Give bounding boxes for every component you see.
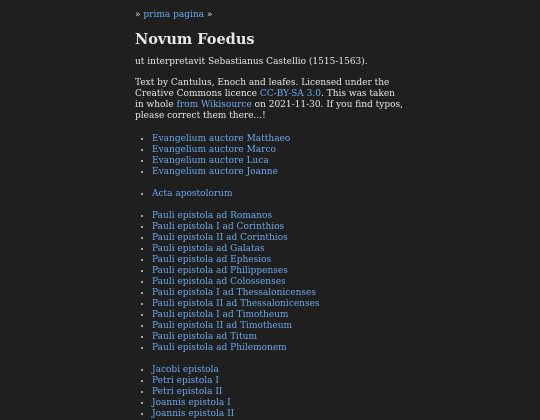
book-link-joannis-i[interactable]: Joannis epistola I	[152, 398, 231, 408]
book-item	[152, 156, 405, 167]
book-item	[152, 398, 405, 409]
book-link-i-corinthios[interactable]: Pauli epistola I ad Corinthios	[152, 222, 285, 232]
book-link-ii-timotheum[interactable]: Pauli epistola II ad Timotheum	[152, 321, 293, 331]
book-link-petri-i[interactable]: Petri epistola I	[152, 376, 219, 386]
page-content	[135, 0, 405, 420]
book-item	[152, 244, 405, 255]
book-item	[152, 387, 405, 398]
book-item	[152, 409, 405, 420]
home-link[interactable]: prima pagina	[143, 10, 205, 20]
catholic-epistles-list	[135, 365, 405, 420]
book-item	[152, 167, 405, 178]
license-text-2: . This was taken in whole	[135, 89, 395, 110]
book-item	[152, 365, 405, 376]
book-link-galatas[interactable]: Pauli epistola ad Galatas	[152, 244, 265, 254]
book-item	[152, 321, 405, 332]
book-item	[152, 222, 405, 233]
book-link-acta[interactable]: Acta apostolorum	[152, 189, 233, 199]
book-item	[152, 376, 405, 387]
book-link-ii-corinthios[interactable]: Pauli epistola II ad Corinthios	[152, 233, 288, 243]
nav-prefix: »	[135, 10, 144, 20]
gospels-list	[135, 134, 405, 178]
book-link-philippenses[interactable]: Pauli epistola ad Philippenses	[152, 266, 288, 276]
page-title: Novum Foedus	[135, 31, 255, 48]
book-item	[152, 288, 405, 299]
book-item	[152, 332, 405, 343]
top-navigation	[135, 9, 405, 21]
book-link-matthaeo[interactable]: Evangelium auctore Matthaeo	[152, 134, 291, 144]
book-link-ii-thessalonicenses[interactable]: Pauli epistola II ad Thessalonicenses	[152, 299, 320, 309]
book-link-i-thessalonicenses[interactable]: Pauli epistola I ad Thessalonicenses	[152, 288, 316, 298]
nav-suffix: »	[204, 10, 213, 20]
book-link-i-timotheum[interactable]: Pauli epistola I ad Timotheum	[152, 310, 289, 320]
book-item	[152, 233, 405, 244]
license-text-3: on 2021-11-30. If you find typos, please correct them there...!	[135, 100, 404, 121]
book-link-joanne[interactable]: Evangelium auctore Joanne	[152, 167, 278, 177]
book-item	[152, 277, 405, 288]
book-item	[152, 189, 405, 200]
cc-by-sa-link[interactable]: CC-BY-SA 3.0	[259, 89, 321, 99]
book-link-philemonem[interactable]: Pauli epistola ad Philemonem	[152, 343, 287, 353]
book-link-ephesios[interactable]: Pauli epistola ad Ephesios	[152, 255, 272, 265]
book-link-jacobi[interactable]: Jacobi epistola	[152, 365, 219, 375]
book-item	[152, 134, 405, 145]
book-item	[152, 299, 405, 310]
pauline-epistles-list	[135, 211, 405, 354]
wikisource-link[interactable]: from Wikisource	[176, 100, 252, 110]
book-item	[152, 255, 405, 266]
license-notice	[135, 78, 405, 122]
book-link-marco[interactable]: Evangelium auctore Marco	[152, 145, 276, 155]
license-text-1: Text by Cantulus, Enoch and leafes. Licensed under the Creative Commons licence	[135, 78, 390, 99]
book-link-petri-ii[interactable]: Petri epistola II	[152, 387, 223, 397]
book-item	[152, 145, 405, 156]
acts-list	[135, 189, 405, 200]
translator-line: ut interpretavit Sebastianus Castellio (1515-1563).	[135, 57, 368, 67]
book-item	[152, 211, 405, 222]
book-item	[152, 343, 405, 354]
book-link-titum[interactable]: Pauli epistola ad Titum	[152, 332, 257, 342]
book-item	[152, 266, 405, 277]
book-link-luca[interactable]: Evangelium auctore Luca	[152, 156, 269, 166]
book-item	[152, 310, 405, 321]
book-link-joannis-ii[interactable]: Joannis epistola II	[152, 409, 235, 419]
book-link-romanos[interactable]: Pauli epistola ad Romanos	[152, 211, 273, 221]
book-link-colossenses[interactable]: Pauli epistola ad Colossenses	[152, 277, 286, 287]
